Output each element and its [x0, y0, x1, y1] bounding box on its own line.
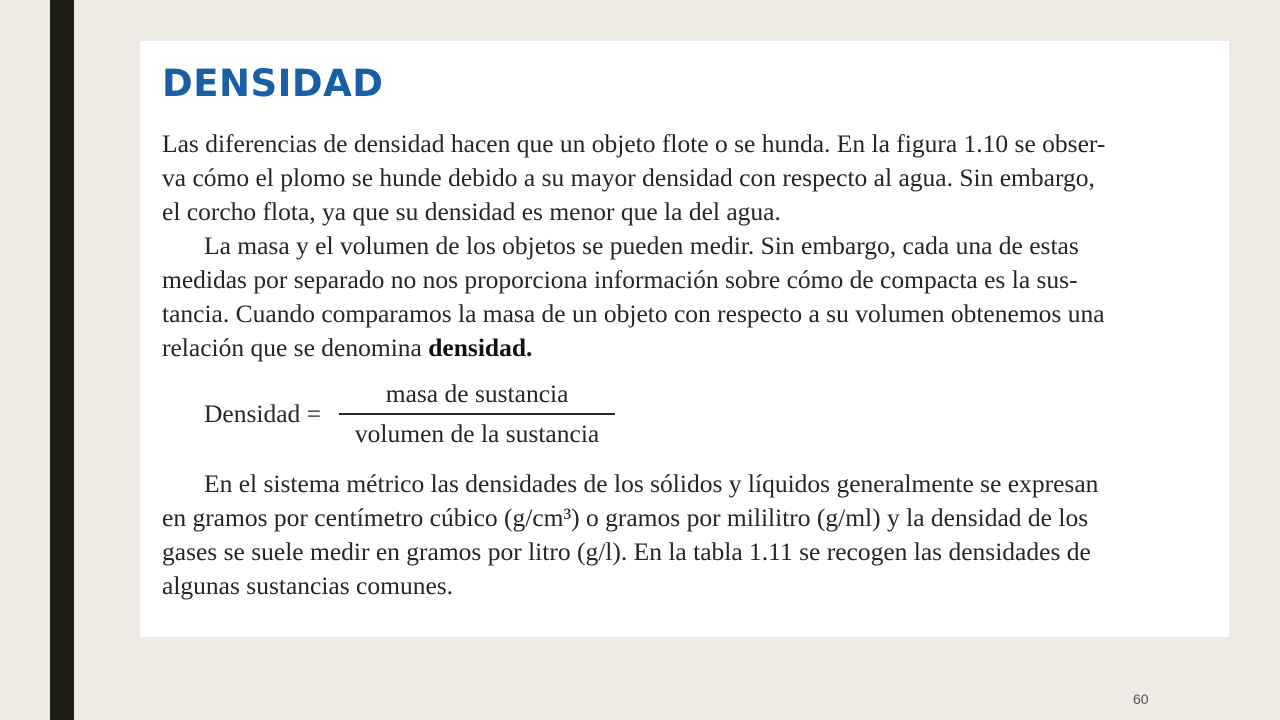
section-title: DENSIDAD	[162, 62, 384, 105]
text-line: algunas sustancias comunes.	[162, 571, 454, 600]
text-line: gases se suele medir en gramos por litro (g/l). En la tabla 1.11 se recogen las densidades de	[162, 537, 1091, 566]
textbook-page-image	[140, 41, 1229, 637]
text-line: En el sistema métrico las densidades de los sólidos y líquidos generalmente se expresan	[204, 469, 1099, 498]
text-line: va cómo el plomo se hunde debido a su mayor densidad con respecto al agua. Sin embargo,	[162, 163, 1095, 192]
keyword-densidad: densidad.	[428, 333, 533, 362]
text-segment: relación que se denomina	[162, 333, 429, 362]
formula-numerator: masa de sustancia	[385, 379, 569, 408]
text-line: en gramos por centímetro cúbico (g/cm³) o gramos por mililitro (g/ml) y la densidad de los	[162, 503, 1089, 532]
text-line: medidas por separado no nos proporciona información sobre cómo de compacta es la sus-	[162, 265, 1078, 294]
text-line: el corcho flota, ya que su densidad es menor que la del agua.	[162, 197, 781, 226]
text-line: Las diferencias de densidad hacen que un objeto flote o se hunda. En la figura 1.10 se obser-	[162, 129, 1106, 158]
formula-denominator: volumen de la sustancia	[354, 419, 600, 448]
text-line	[162, 331, 1198, 365]
density-formula	[204, 379, 615, 449]
paragraph-definition	[162, 229, 1198, 365]
paragraph-units	[162, 467, 1198, 603]
formula-label: Densidad =	[204, 399, 322, 428]
text-line: La masa y el volumen de los objetos se pueden medir. Sin embargo, cada una de estas	[204, 231, 1079, 260]
text-line: tancia. Cuando comparamos la masa de un objeto con respecto a su volumen obtenemos una	[162, 299, 1105, 328]
formula-fraction	[339, 379, 615, 449]
page-number: 60	[1133, 691, 1149, 707]
slide-accent-bar	[50, 0, 74, 720]
paragraph-intro	[162, 127, 1198, 229]
